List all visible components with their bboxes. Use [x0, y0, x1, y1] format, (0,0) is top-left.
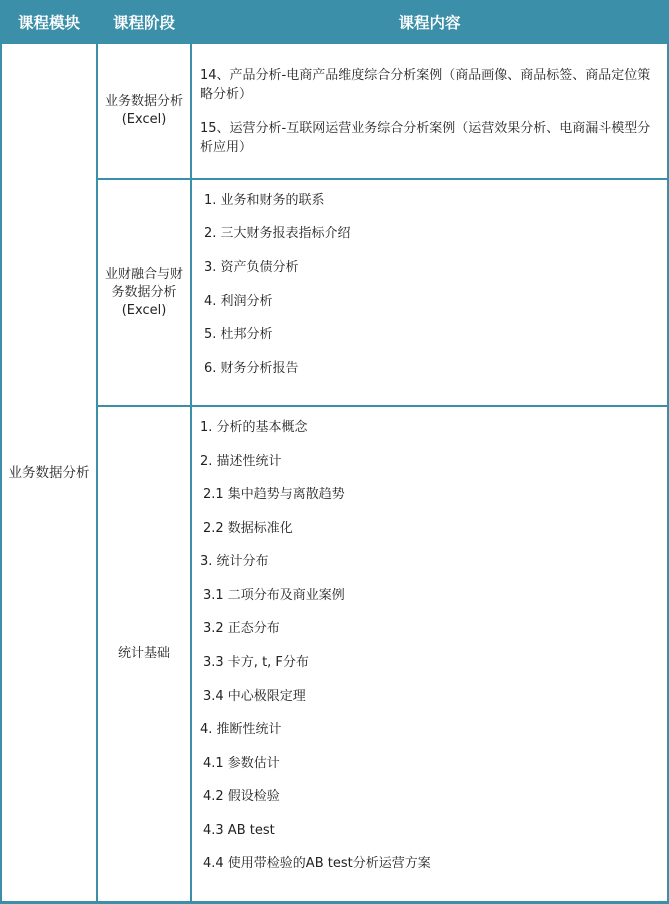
stage-name: 业财融合与财务数据分析: [104, 266, 183, 300]
header-row: [2, 2, 667, 42]
list-item: 1. 业务和财务的联系: [204, 192, 325, 208]
stage-cell: [98, 407, 190, 901]
content-list: [200, 192, 659, 394]
list-item: 2.2 数据标准化: [203, 520, 293, 536]
stage-name: 统计基础: [117, 646, 170, 661]
list-item: 2. 三大财务报表指标介绍: [204, 226, 351, 242]
stage-subtitle: (Excel): [121, 302, 167, 318]
list-item: 2.1 集中趋势与离散趋势: [203, 487, 345, 503]
list-item: 4. 推断性统计: [200, 722, 282, 738]
list-item: 3. 资产负债分析: [204, 259, 299, 275]
list-item: 3.4 中心极限定理: [203, 688, 306, 704]
list-item: 3.2 正态分布: [203, 621, 280, 637]
content-item: 15、运营分析-互联网运营业务综合分析案例（运营效果分析、电商漏斗模型分析应用）: [200, 120, 651, 155]
content-item: 14、产品分析-电商产品维度综合分析案例（商品画像、商品标签、商品定位策略分析）: [200, 67, 651, 102]
list-item: 4.4 使用带检验的AB test分析运营方案: [203, 856, 431, 872]
table-row: [2, 44, 667, 178]
list-item: 4.3 AB test: [203, 822, 275, 838]
table-row: [2, 407, 667, 901]
header-stage: 课程阶段: [98, 2, 190, 42]
content-cell: [192, 407, 667, 901]
list-item: 4. 利润分析: [204, 293, 273, 309]
stage-name: 业务数据分析: [104, 94, 183, 109]
content-list: [200, 419, 659, 889]
list-item: 4.1 参数估计: [203, 755, 280, 771]
stage-cell: [98, 44, 190, 178]
list-item: 4.2 假设检验: [203, 789, 280, 805]
list-item: 1. 分析的基本概念: [200, 420, 308, 436]
table-row: [2, 180, 667, 405]
list-item: 3. 统计分布: [200, 554, 269, 570]
header-module: 课程模块: [2, 2, 96, 42]
list-item: 2. 描述性统计: [200, 453, 282, 469]
content-cell: [192, 44, 667, 178]
content-cell: [192, 180, 667, 405]
list-item: 3.3 卡方, t, F分布: [203, 655, 309, 670]
stage-cell: [98, 180, 190, 405]
stage-subtitle: (Excel): [121, 112, 167, 127]
list-item: 3.1 二项分布及商业案例: [203, 587, 345, 603]
module-name: 业务数据分析: [8, 464, 90, 481]
list-item: 5. 杜邦分析: [204, 327, 273, 343]
header-content: 课程内容: [192, 2, 667, 42]
module-cell: [2, 44, 96, 901]
list-item: 6. 财务分析报告: [204, 360, 299, 376]
